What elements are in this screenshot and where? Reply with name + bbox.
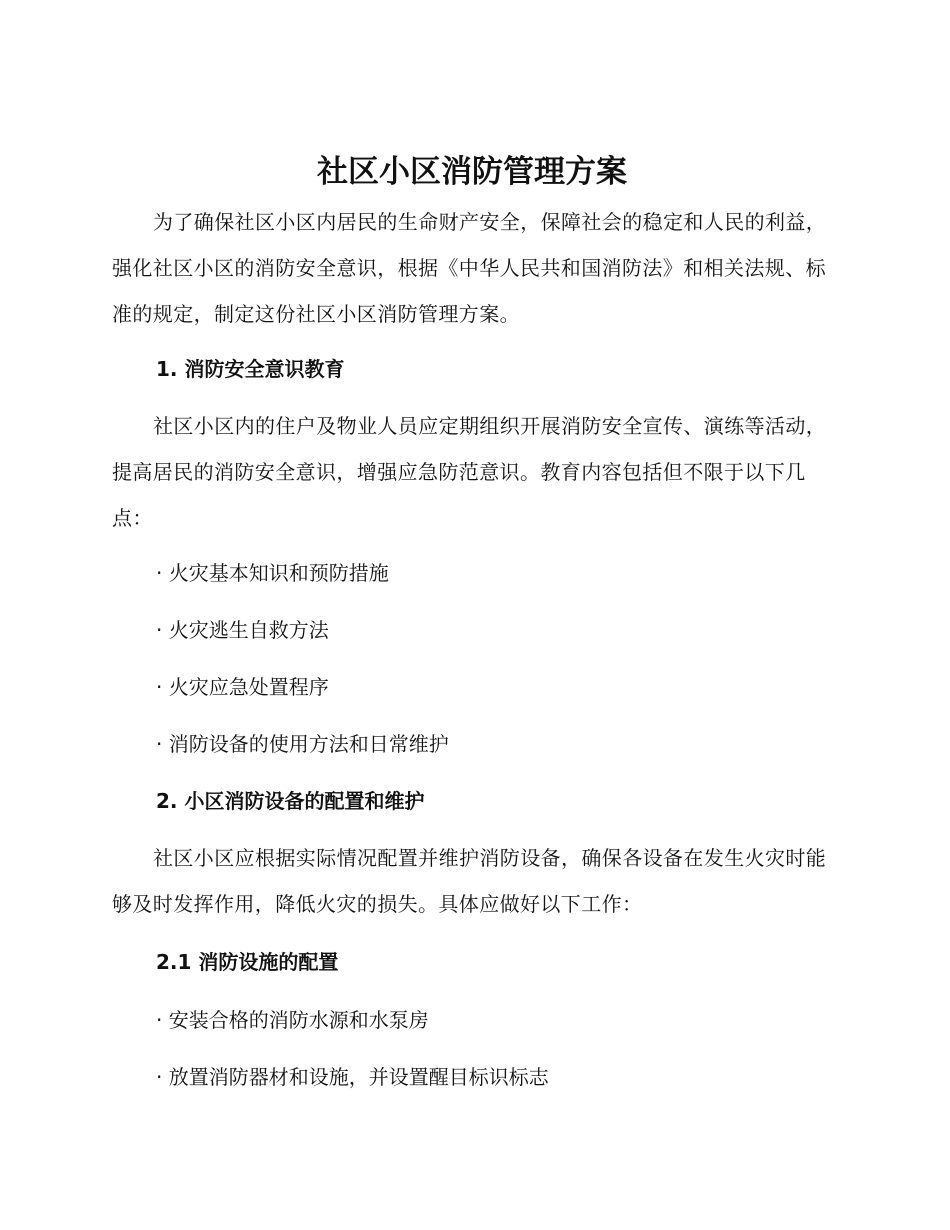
list-item: · 火灾基本知识和预防措施	[156, 561, 389, 585]
section-heading-awareness-education: 1. 消防安全意识教育	[156, 357, 345, 381]
list-item: · 火灾逃生自救方法	[156, 618, 329, 642]
subsection-heading-facility-configuration: 2.1 消防设施的配置	[156, 950, 339, 974]
list-item: · 火灾应急处置程序	[156, 675, 329, 699]
section-paragraph-awareness-education: 社区小区内的住户及物业人员应定期组织开展消防安全宣传、演练等活动，提高居民的消防安全意识，增强应急防范意识。教育内容包括但不限于以下几点：	[112, 414, 827, 530]
section-paragraph-equipment: 社区小区应根据实际情况配置并维护消防设备，确保各设备在发生火灾时能够及时发挥作用，降低火灾的损失。具体应做好以下工作：	[112, 846, 827, 916]
section-heading-equipment: 2. 小区消防设备的配置和维护	[156, 789, 425, 813]
document-title: 社区小区消防管理方案	[317, 154, 627, 190]
intro-paragraph: 为了确保社区小区内居民的生命财产安全，保障社会的稳定和人民的利益，强化社区小区的消防安全意识，根据《中华人民共和国消防法》和相关法规、标准的规定，制定这份社区小区消防管理方案。	[112, 210, 827, 326]
list-item: · 安装合格的消防水源和水泵房	[156, 1008, 429, 1032]
list-item: · 消防设备的使用方法和日常维护	[156, 732, 449, 756]
list-item: · 放置消防器材和设施，并设置醒目标识标志	[156, 1065, 549, 1089]
